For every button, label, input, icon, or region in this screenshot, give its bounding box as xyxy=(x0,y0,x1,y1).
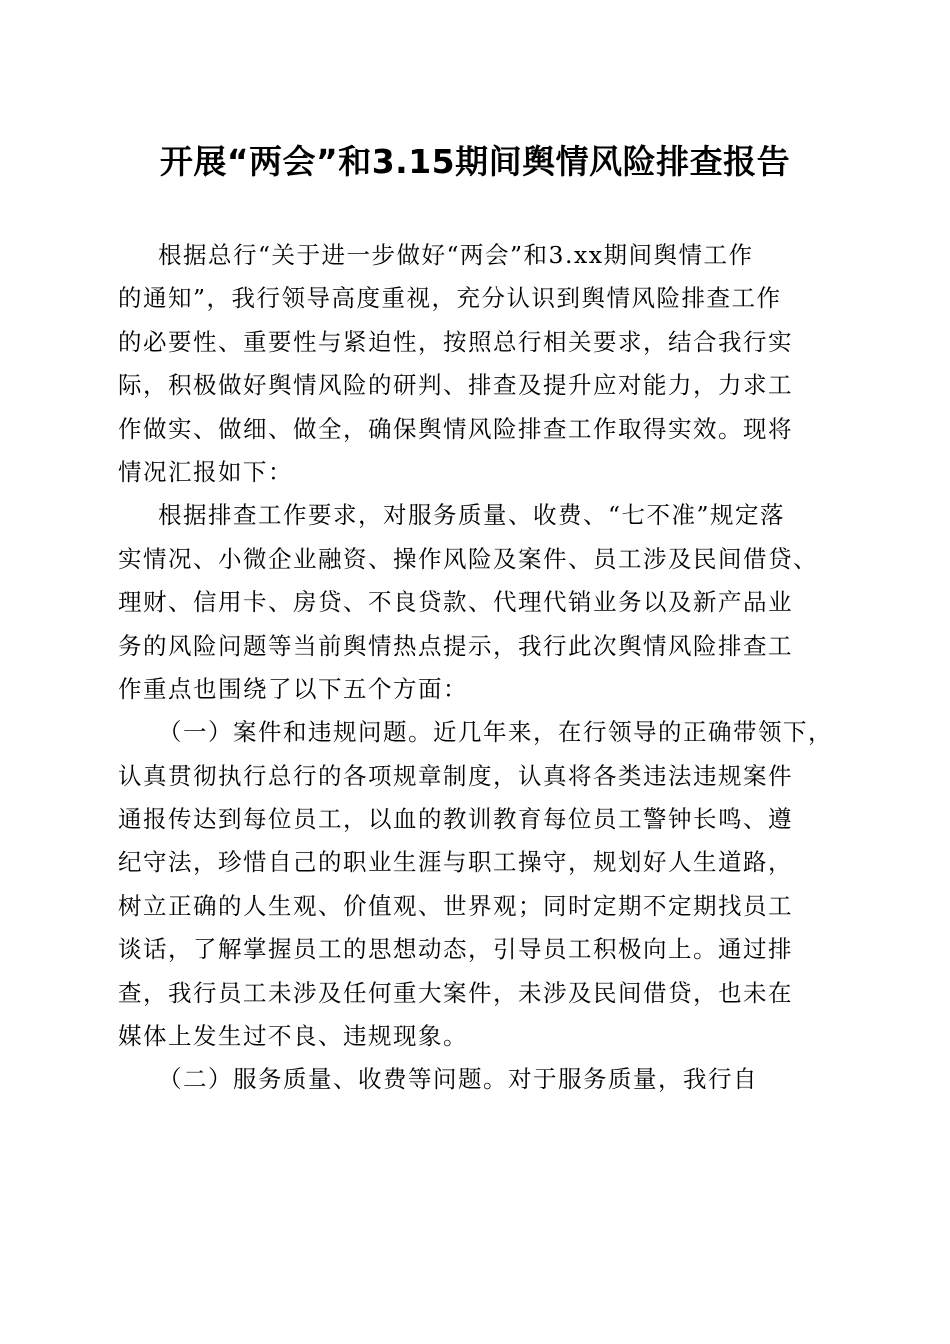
paragraph-line: 的通知”，我行领导高度重视，充分认识到舆情风险排查工作 xyxy=(118,284,782,313)
paragraph-line: 际，积极做好舆情风险的研判、排查及提升应对能力，力求工 xyxy=(118,371,793,400)
paragraph-line: 务的风险问题等当前舆情热点提示，我行此次舆情风险排查工 xyxy=(118,631,793,660)
paragraph-line: 作重点也围绕了以下五个方面： xyxy=(118,674,468,703)
paragraph-line: 的必要性、重要性与紧迫性，按照总行相关要求，结合我行实 xyxy=(118,327,793,356)
paragraph-line: 实情况、小微企业融资、操作风险及案件、员工涉及民间借贷、 xyxy=(118,544,818,573)
paragraph-line: 树立正确的人生观、价值观、世界观；同时定期不定期找员工 xyxy=(118,891,793,920)
paragraph-line: 根据排查工作要求，对服务质量、收费、“七不准”规定落 xyxy=(158,501,786,530)
paragraph-line: 查，我行员工未涉及任何重大案件，未涉及民间借贷，也未在 xyxy=(118,978,793,1007)
paragraph-line: 作做实、做细、做全，确保舆情风险排查工作取得实效。现将 xyxy=(118,414,793,443)
paragraph-line: 媒体上发生过不良、违规现象。 xyxy=(118,1022,468,1051)
paragraph-line: 认真贯彻执行总行的各项规章制度，认真将各类违法违规案件 xyxy=(118,761,793,790)
section-heading-line: （一）案件和违规问题。近几年来，在行领导的正确带领下， xyxy=(158,718,833,747)
paragraph-line: 情况汇报如下： xyxy=(118,457,293,486)
paragraph-line: 通报传达到每位员工，以血的教训教育每位员工警钟长鸣、遵 xyxy=(118,805,793,834)
document-title: 开展“两会”和3.15期间舆情风险排查报告 xyxy=(159,142,791,181)
paragraph-line: 理财、信用卡、房贷、不良贷款、代理代销业务以及新产品业 xyxy=(118,588,793,617)
section-heading-line: （二）服务质量、收费等问题。对于服务质量，我行自 xyxy=(158,1065,758,1094)
paragraph-line: 根据总行“关于进一步做好“两会”和3.xx期间舆情工作 xyxy=(158,241,754,269)
paragraph-line: 谈话，了解掌握员工的思想动态，引导员工积极向上。通过排 xyxy=(118,935,793,964)
paragraph-line: 纪守法，珍惜自己的职业生涯与职工操守，规划好人生道路， xyxy=(118,848,793,877)
document-body xyxy=(118,234,838,1102)
